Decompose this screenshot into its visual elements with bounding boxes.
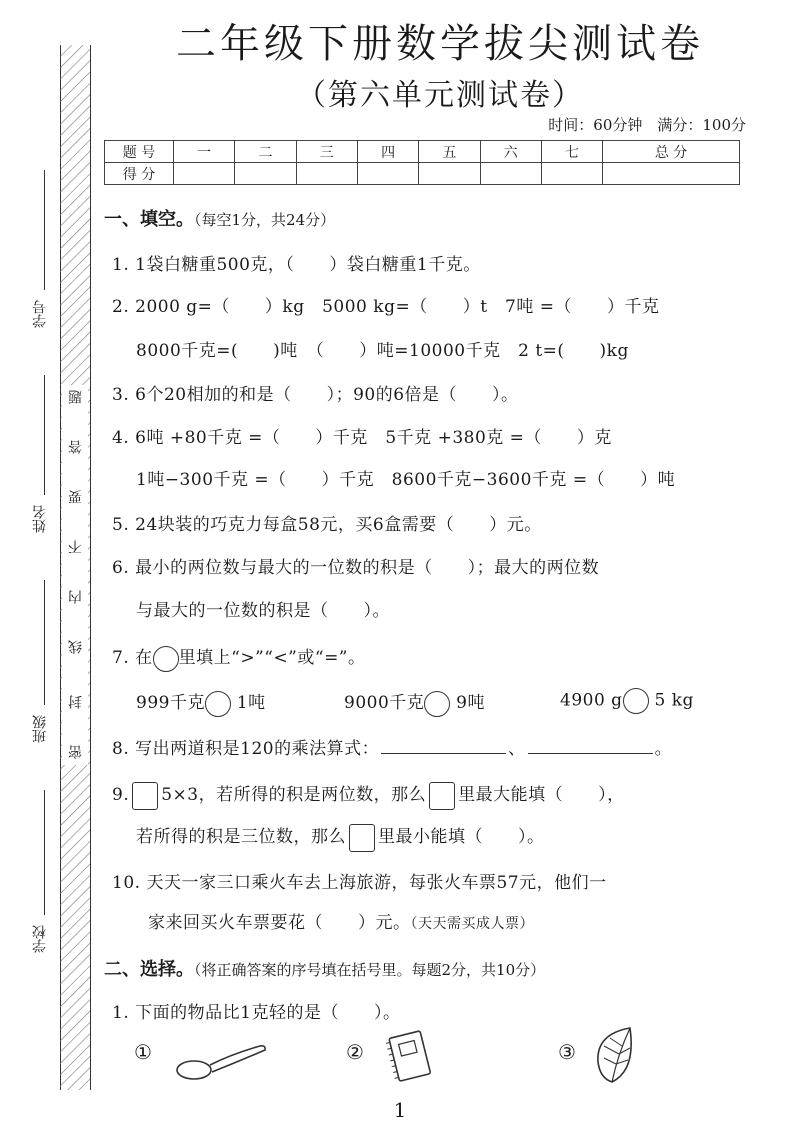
- q10-text: 家来回买火车票要花（ ）元。: [148, 913, 411, 933]
- q7-line1: [112, 643, 366, 672]
- score-cell[interactable]: [296, 163, 357, 185]
- page-subtitle: （第六单元测试卷）: [296, 78, 584, 113]
- id-fill-line[interactable]: [44, 170, 45, 290]
- seal-char: 不: [68, 540, 84, 554]
- column-header: 一: [174, 141, 235, 163]
- q7-item-1: [136, 688, 266, 717]
- column-header: 七: [541, 141, 602, 163]
- q6-line2: 与最大的一位数的积是（ ）。: [136, 601, 390, 621]
- section1-heading: [104, 205, 335, 231]
- name-fill-line[interactable]: [44, 375, 45, 495]
- q9-text-c: 若所得的积是三位数，那么: [136, 827, 346, 847]
- compare-right: 1吨: [236, 693, 266, 713]
- school-label: 学校: [32, 925, 48, 953]
- column-header: 四: [357, 141, 418, 163]
- answer-blank[interactable]: [381, 739, 506, 754]
- column-header: 五: [419, 141, 480, 163]
- q5-line: 5. 24块装的巧克力每盒58元，买6盒需要（ ）元。: [112, 515, 542, 535]
- seal-char: 要: [68, 490, 84, 504]
- column-header: 总 分: [603, 141, 740, 163]
- compare-left: 9000千克: [344, 693, 425, 713]
- q9-number: 9.: [112, 785, 130, 805]
- compare-circle-icon: [153, 646, 179, 672]
- binding-line-outer: [90, 45, 91, 1090]
- q8-text: 8. 写出两道积是120的乘法算式：: [112, 739, 380, 759]
- score-cell[interactable]: [357, 163, 418, 185]
- section-title: 二、选择。: [104, 959, 194, 980]
- q9-text-b: 里最大能填（ ），: [458, 785, 625, 805]
- compare-right: 9吨: [456, 693, 485, 713]
- class-label: 班级: [32, 715, 48, 743]
- score-cell[interactable]: [235, 163, 296, 185]
- q3-line: 3. 6个20相加的和是（ ）；90的6倍是（ ）。: [112, 385, 519, 405]
- q7-item-3: [560, 688, 694, 714]
- name-label: 姓名: [32, 505, 48, 533]
- score-cell[interactable]: [541, 163, 602, 185]
- q9-text-a: 5×3，若所得的积是两位数，那么: [161, 785, 427, 805]
- seal-char: 内: [68, 590, 84, 604]
- class-fill-line[interactable]: [44, 580, 45, 705]
- q2-line2: 8000千克=( )吨 （ ）吨=10000千克 2 t=( )kg: [136, 341, 629, 361]
- column-header: 三: [296, 141, 357, 163]
- column-header: 二: [235, 141, 296, 163]
- option-3-label[interactable]: ③: [558, 1040, 576, 1064]
- q8-end: 。: [654, 739, 673, 759]
- column-header: 六: [480, 141, 541, 163]
- compare-circle-icon[interactable]: [623, 688, 649, 714]
- q6-line1: 6. 最小的两位数与最大的一位数的积是（ ）；最大的两位数: [112, 558, 600, 578]
- q8-line: [112, 734, 672, 759]
- compare-left: 4900 g: [560, 690, 623, 711]
- q7-prefix: 7. 在: [112, 648, 153, 668]
- table-row: [105, 141, 740, 163]
- digit-box-icon[interactable]: [132, 782, 158, 810]
- q7-item-2: [344, 688, 485, 717]
- row-header: 题 号: [105, 141, 174, 163]
- section2-heading: [104, 955, 545, 981]
- q10-line1: 10. 天天一家三口乘火车去上海旅游，每张火车票57元，他们一: [112, 873, 607, 893]
- s2-q1-line: 1. 下面的物品比1克轻的是（ ）。: [112, 1003, 401, 1023]
- notebook-icon: [384, 1028, 436, 1086]
- option-2-label[interactable]: ②: [346, 1040, 364, 1064]
- digit-box-icon: [429, 782, 455, 810]
- section-note: （将正确答案的序号填在括号里。每题2分，共10分）: [194, 961, 546, 979]
- score-cell[interactable]: [419, 163, 480, 185]
- seal-char: 线: [68, 640, 84, 654]
- leaf-icon: [590, 1024, 640, 1086]
- compare-left: 999千克: [136, 693, 205, 713]
- score-cell[interactable]: [480, 163, 541, 185]
- compare-right: 5 kg: [654, 690, 694, 711]
- answer-blank[interactable]: [528, 739, 653, 754]
- compare-circle-icon[interactable]: [205, 691, 231, 717]
- time-info: 时间：60分钟 满分：100分: [548, 116, 746, 134]
- section-title: 一、填空。: [104, 209, 194, 230]
- digit-box-icon: [349, 824, 375, 852]
- q1-line: 1. 1袋白糖重500克，（ ）袋白糖重1千克。: [112, 255, 481, 275]
- id-label: 学号: [32, 300, 48, 328]
- school-fill-line[interactable]: [44, 790, 45, 915]
- spoon-icon: [172, 1040, 268, 1084]
- table-row: [105, 163, 740, 185]
- score-cell[interactable]: [174, 163, 235, 185]
- q10-note: （天天需买成人票）: [410, 916, 534, 932]
- compare-circle-icon[interactable]: [424, 691, 450, 717]
- binding-margin: [0, 0, 100, 1130]
- page-number: 1: [393, 1098, 407, 1122]
- q2-line1: 2. 2000 g=（ ）kg 5000 kg=（ ）t 7吨 =（ ）千克: [112, 297, 660, 317]
- seal-char: 题: [68, 390, 84, 404]
- seal-char: 密: [68, 745, 84, 759]
- q8-separator: 、: [508, 739, 526, 759]
- q9-line1: [112, 780, 625, 810]
- q9-line2: [136, 822, 545, 852]
- score-table: [104, 140, 740, 185]
- q10-line2: [148, 908, 534, 933]
- option-1-label[interactable]: ①: [134, 1040, 152, 1064]
- seal-char: 答: [68, 440, 84, 454]
- q4-line1: 4. 6吨 +80千克 =（ ）千克 5千克 +380克 =（ ）克: [112, 428, 612, 448]
- page-title: 二年级下册数学拔尖测试卷: [176, 21, 704, 67]
- section-note: （每空1分，共24分）: [194, 211, 336, 229]
- q9-text-d: 里最小能填（ ）。: [378, 827, 545, 847]
- row-header: 得 分: [105, 163, 174, 185]
- q4-line2: 1吨−300千克 =（ ）千克 8600千克−3600千克 =（ ）吨: [136, 470, 676, 490]
- q7-suffix: 里填上“>”“<”或“=”。: [178, 648, 366, 668]
- score-cell[interactable]: [603, 163, 740, 185]
- seal-char: 封: [68, 695, 84, 709]
